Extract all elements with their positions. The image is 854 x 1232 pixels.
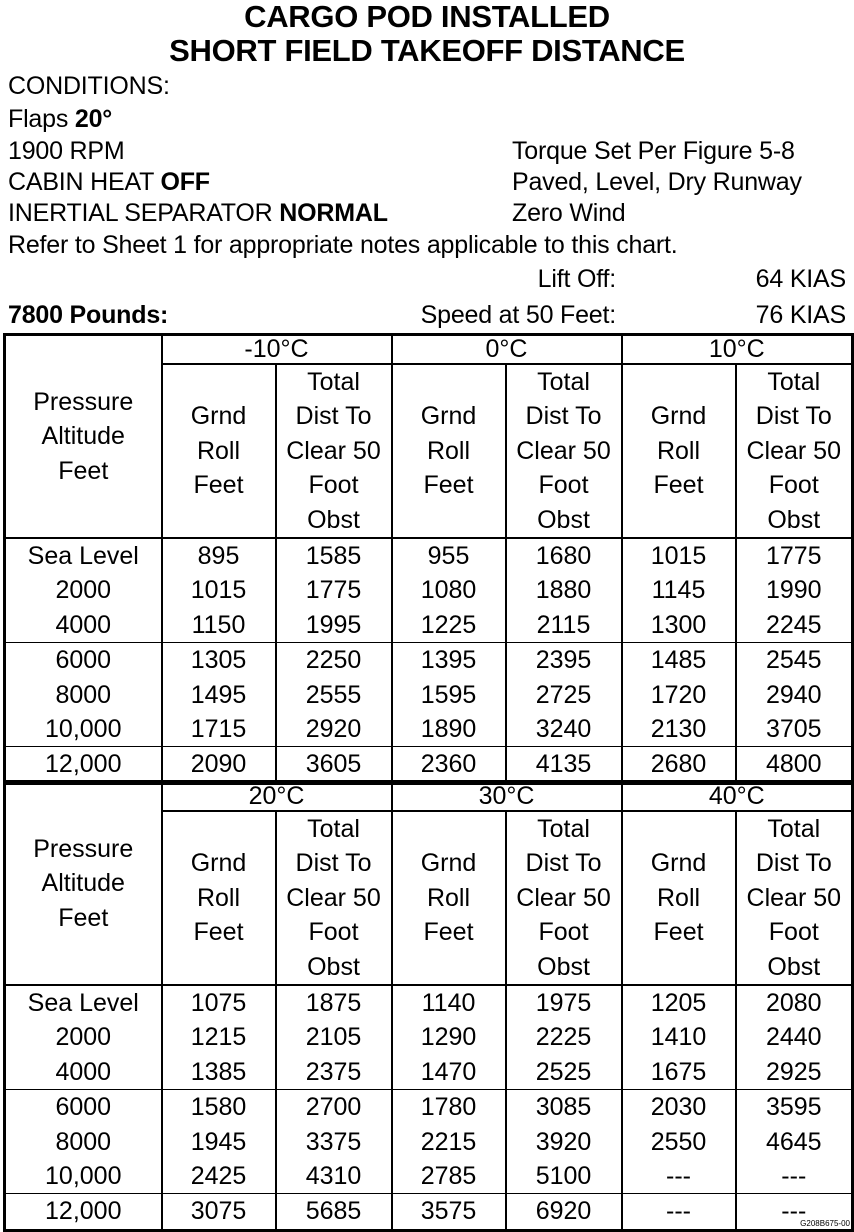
total-dist-cell: 3605: [276, 747, 392, 783]
grnd-roll-cell: 1305: [162, 643, 276, 678]
altitude-cell: 4000: [5, 1055, 162, 1090]
total-dist-cell: 3920: [506, 1125, 622, 1159]
grnd-roll-cell: 2130: [622, 712, 736, 747]
table-row: [5, 747, 853, 783]
total-dist-cell: 1990: [736, 573, 853, 607]
grnd-roll-cell: 1015: [162, 573, 276, 607]
total-dist-cell: 2920: [276, 712, 392, 747]
runway-condition: Paved, Level, Dry Runway: [512, 168, 802, 196]
total-dist-cell: 1775: [276, 573, 392, 607]
grnd-roll-header: Grnd Roll Feet: [392, 364, 506, 538]
grnd-roll-cell: 1890: [392, 712, 506, 747]
total-dist-cell: 3705: [736, 712, 853, 747]
total-dist-cell: 3085: [506, 1090, 622, 1125]
grnd-roll-cell: 2030: [622, 1090, 736, 1125]
temp-header: 20°C: [162, 782, 392, 812]
grnd-roll-cell: 1595: [392, 678, 506, 712]
grnd-roll-cell: 1080: [392, 573, 506, 607]
altitude-cell: 8000: [5, 678, 162, 712]
grnd-roll-cell: 1470: [392, 1055, 506, 1090]
altitude-cell: 4000: [5, 608, 162, 643]
total-dist-header: Total Dist To Clear 50 Foot Obst: [506, 364, 622, 538]
table-2-body: [5, 985, 853, 1230]
total-dist-cell: 2395: [506, 643, 622, 678]
separator-condition: [8, 198, 388, 228]
total-dist-cell: 2115: [506, 608, 622, 643]
total-dist-cell: 3595: [736, 1090, 853, 1125]
liftoff-label: Lift Off:: [537, 265, 616, 293]
total-dist-cell: 4645: [736, 1125, 853, 1159]
grnd-roll-cell: 1715: [162, 712, 276, 747]
total-dist-cell: 5685: [276, 1194, 392, 1230]
total-dist-cell: 2725: [506, 678, 622, 712]
total-dist-cell: 2440: [736, 1020, 853, 1054]
cabin-heat-value: OFF: [160, 168, 210, 196]
total-dist-cell: 2940: [736, 678, 853, 712]
grnd-roll-cell: 2425: [162, 1159, 276, 1194]
grnd-roll-cell: 1215: [162, 1020, 276, 1054]
rpm-condition: 1900 RPM: [8, 137, 125, 165]
grnd-roll-cell: 1720: [622, 678, 736, 712]
grnd-roll-cell: 2785: [392, 1159, 506, 1194]
table-row: [5, 1020, 853, 1054]
total-dist-cell: 2525: [506, 1055, 622, 1090]
altitude-cell: 6000: [5, 1090, 162, 1125]
grnd-roll-cell: 1675: [622, 1055, 736, 1090]
total-dist-cell: 5100: [506, 1159, 622, 1194]
grnd-roll-cell: 1290: [392, 1020, 506, 1054]
grnd-roll-header: Grnd Roll Feet: [162, 364, 276, 538]
total-dist-header: Total Dist To Clear 50 Foot Obst: [276, 364, 392, 538]
altitude-cell: 2000: [5, 573, 162, 607]
total-dist-header: Total Dist To Clear 50 Foot Obst: [506, 811, 622, 985]
chart-note: Refer to Sheet 1 for appropriate notes applicable to this chart.: [8, 231, 678, 259]
grnd-roll-cell: ---: [622, 1194, 736, 1230]
cabin-heat-condition: [8, 167, 210, 197]
grnd-roll-cell: 1580: [162, 1090, 276, 1125]
total-dist-cell: 1975: [506, 985, 622, 1020]
liftoff-value: 64 KIAS: [755, 265, 846, 293]
grnd-roll-cell: 955: [392, 538, 506, 573]
total-dist-cell: 3240: [506, 712, 622, 747]
table-row: [5, 712, 853, 747]
altitude-cell: 6000: [5, 643, 162, 678]
grnd-roll-cell: 1205: [622, 985, 736, 1020]
flaps-label: Flaps: [8, 105, 75, 133]
total-dist-cell: 1880: [506, 573, 622, 607]
grnd-roll-cell: 3575: [392, 1194, 506, 1230]
temp-header: -10°C: [162, 335, 392, 365]
total-dist-cell: ---: [736, 1159, 853, 1194]
table-row: [5, 643, 853, 678]
total-dist-cell: 2245: [736, 608, 853, 643]
grnd-roll-cell: 1945: [162, 1125, 276, 1159]
temp-header: 0°C: [392, 335, 622, 365]
grnd-roll-cell: 2550: [622, 1125, 736, 1159]
altitude-cell: 2000: [5, 1020, 162, 1054]
title-line-1: CARGO POD INSTALLED: [244, 0, 610, 34]
separator-value: NORMAL: [279, 199, 388, 227]
grnd-roll-cell: 1780: [392, 1090, 506, 1125]
grnd-roll-cell: 895: [162, 538, 276, 573]
takeoff-table-1: [3, 333, 854, 785]
torque-condition: Torque Set Per Figure 5-8: [512, 137, 795, 165]
grnd-roll-header: Grnd Roll Feet: [622, 811, 736, 985]
table-row: [5, 1055, 853, 1090]
grnd-roll-cell: 2215: [392, 1125, 506, 1159]
grnd-roll-cell: 1495: [162, 678, 276, 712]
temp-header: 10°C: [622, 335, 853, 365]
grnd-roll-header: Grnd Roll Feet: [622, 364, 736, 538]
temp-header: 30°C: [392, 782, 622, 812]
grnd-roll-cell: 1485: [622, 643, 736, 678]
altitude-header: Pressure Altitude Feet: [5, 782, 162, 986]
grnd-roll-cell: 1145: [622, 573, 736, 607]
grnd-roll-cell: 1410: [622, 1020, 736, 1054]
total-dist-header: Total Dist To Clear 50 Foot Obst: [276, 811, 392, 985]
total-dist-cell: 2555: [276, 678, 392, 712]
total-dist-cell: 4800: [736, 747, 853, 783]
grnd-roll-cell: 1075: [162, 985, 276, 1020]
grnd-roll-cell: 2360: [392, 747, 506, 783]
total-dist-cell: 2375: [276, 1055, 392, 1090]
grnd-roll-cell: 1385: [162, 1055, 276, 1090]
total-dist-cell: 1875: [276, 985, 392, 1020]
table-row: [5, 573, 853, 607]
total-dist-cell: 2225: [506, 1020, 622, 1054]
total-dist-cell: 6920: [506, 1194, 622, 1230]
grnd-roll-cell: 3075: [162, 1194, 276, 1230]
grnd-roll-cell: 1395: [392, 643, 506, 678]
total-dist-cell: 2250: [276, 643, 392, 678]
table-row: [5, 538, 853, 573]
altitude-cell: Sea Level: [5, 538, 162, 573]
total-dist-cell: 2545: [736, 643, 853, 678]
grnd-roll-cell: ---: [622, 1159, 736, 1194]
total-dist-cell: 1775: [736, 538, 853, 573]
table-row: [5, 1159, 853, 1194]
table-1-body: [5, 538, 853, 783]
table-row: [5, 1194, 853, 1230]
total-dist-cell: 4135: [506, 747, 622, 783]
altitude-cell: 12,000: [5, 747, 162, 783]
conditions-label: CONDITIONS:: [8, 72, 170, 100]
grnd-roll-cell: 1225: [392, 608, 506, 643]
total-dist-cell: 1585: [276, 538, 392, 573]
grnd-roll-cell: 1300: [622, 608, 736, 643]
temp-header: 40°C: [622, 782, 853, 812]
total-dist-cell: 2700: [276, 1090, 392, 1125]
table-row: [5, 678, 853, 712]
cabin-heat-label: CABIN HEAT: [8, 168, 161, 196]
figure-code: G208B675-00: [800, 1219, 850, 1228]
separator-label: INERTIAL SEPARATOR: [8, 199, 280, 227]
total-dist-cell: 4310: [276, 1159, 392, 1194]
flaps-value: 20°: [74, 105, 113, 133]
total-dist-cell: 2080: [736, 985, 853, 1020]
table-row: [5, 985, 853, 1020]
altitude-header: Pressure Altitude Feet: [5, 335, 162, 539]
total-dist-cell: 1995: [276, 608, 392, 643]
grnd-roll-header: Grnd Roll Feet: [392, 811, 506, 985]
altitude-cell: 8000: [5, 1125, 162, 1159]
total-dist-cell: 3375: [276, 1125, 392, 1159]
grnd-roll-cell: 2090: [162, 747, 276, 783]
altitude-cell: 10,000: [5, 712, 162, 747]
grnd-roll-cell: 1015: [622, 538, 736, 573]
table-row: [5, 608, 853, 643]
table-row: [5, 1125, 853, 1159]
flaps-condition: [8, 104, 112, 134]
total-dist-header: Total Dist To Clear 50 Foot Obst: [736, 364, 853, 538]
speed50-label: Speed at 50 Feet:: [420, 301, 616, 329]
grnd-roll-cell: 2680: [622, 747, 736, 783]
speed50-value: 76 KIAS: [755, 301, 846, 329]
total-dist-cell: ---: [736, 1194, 853, 1230]
total-dist-cell: 2105: [276, 1020, 392, 1054]
grnd-roll-cell: 1140: [392, 985, 506, 1020]
altitude-cell: 10,000: [5, 1159, 162, 1194]
total-dist-cell: 2925: [736, 1055, 853, 1090]
takeoff-table-2: [3, 780, 854, 1232]
altitude-cell: 12,000: [5, 1194, 162, 1230]
weight-label: 7800 Pounds:: [8, 301, 169, 329]
grnd-roll-cell: 1150: [162, 608, 276, 643]
altitude-cell: Sea Level: [5, 985, 162, 1020]
total-dist-cell: 1680: [506, 538, 622, 573]
table-row: [5, 1090, 853, 1125]
grnd-roll-header: Grnd Roll Feet: [162, 811, 276, 985]
wind-condition: Zero Wind: [512, 199, 626, 227]
title-line-2: SHORT FIELD TAKEOFF DISTANCE: [169, 33, 685, 68]
total-dist-header: Total Dist To Clear 50 Foot Obst: [736, 811, 853, 985]
